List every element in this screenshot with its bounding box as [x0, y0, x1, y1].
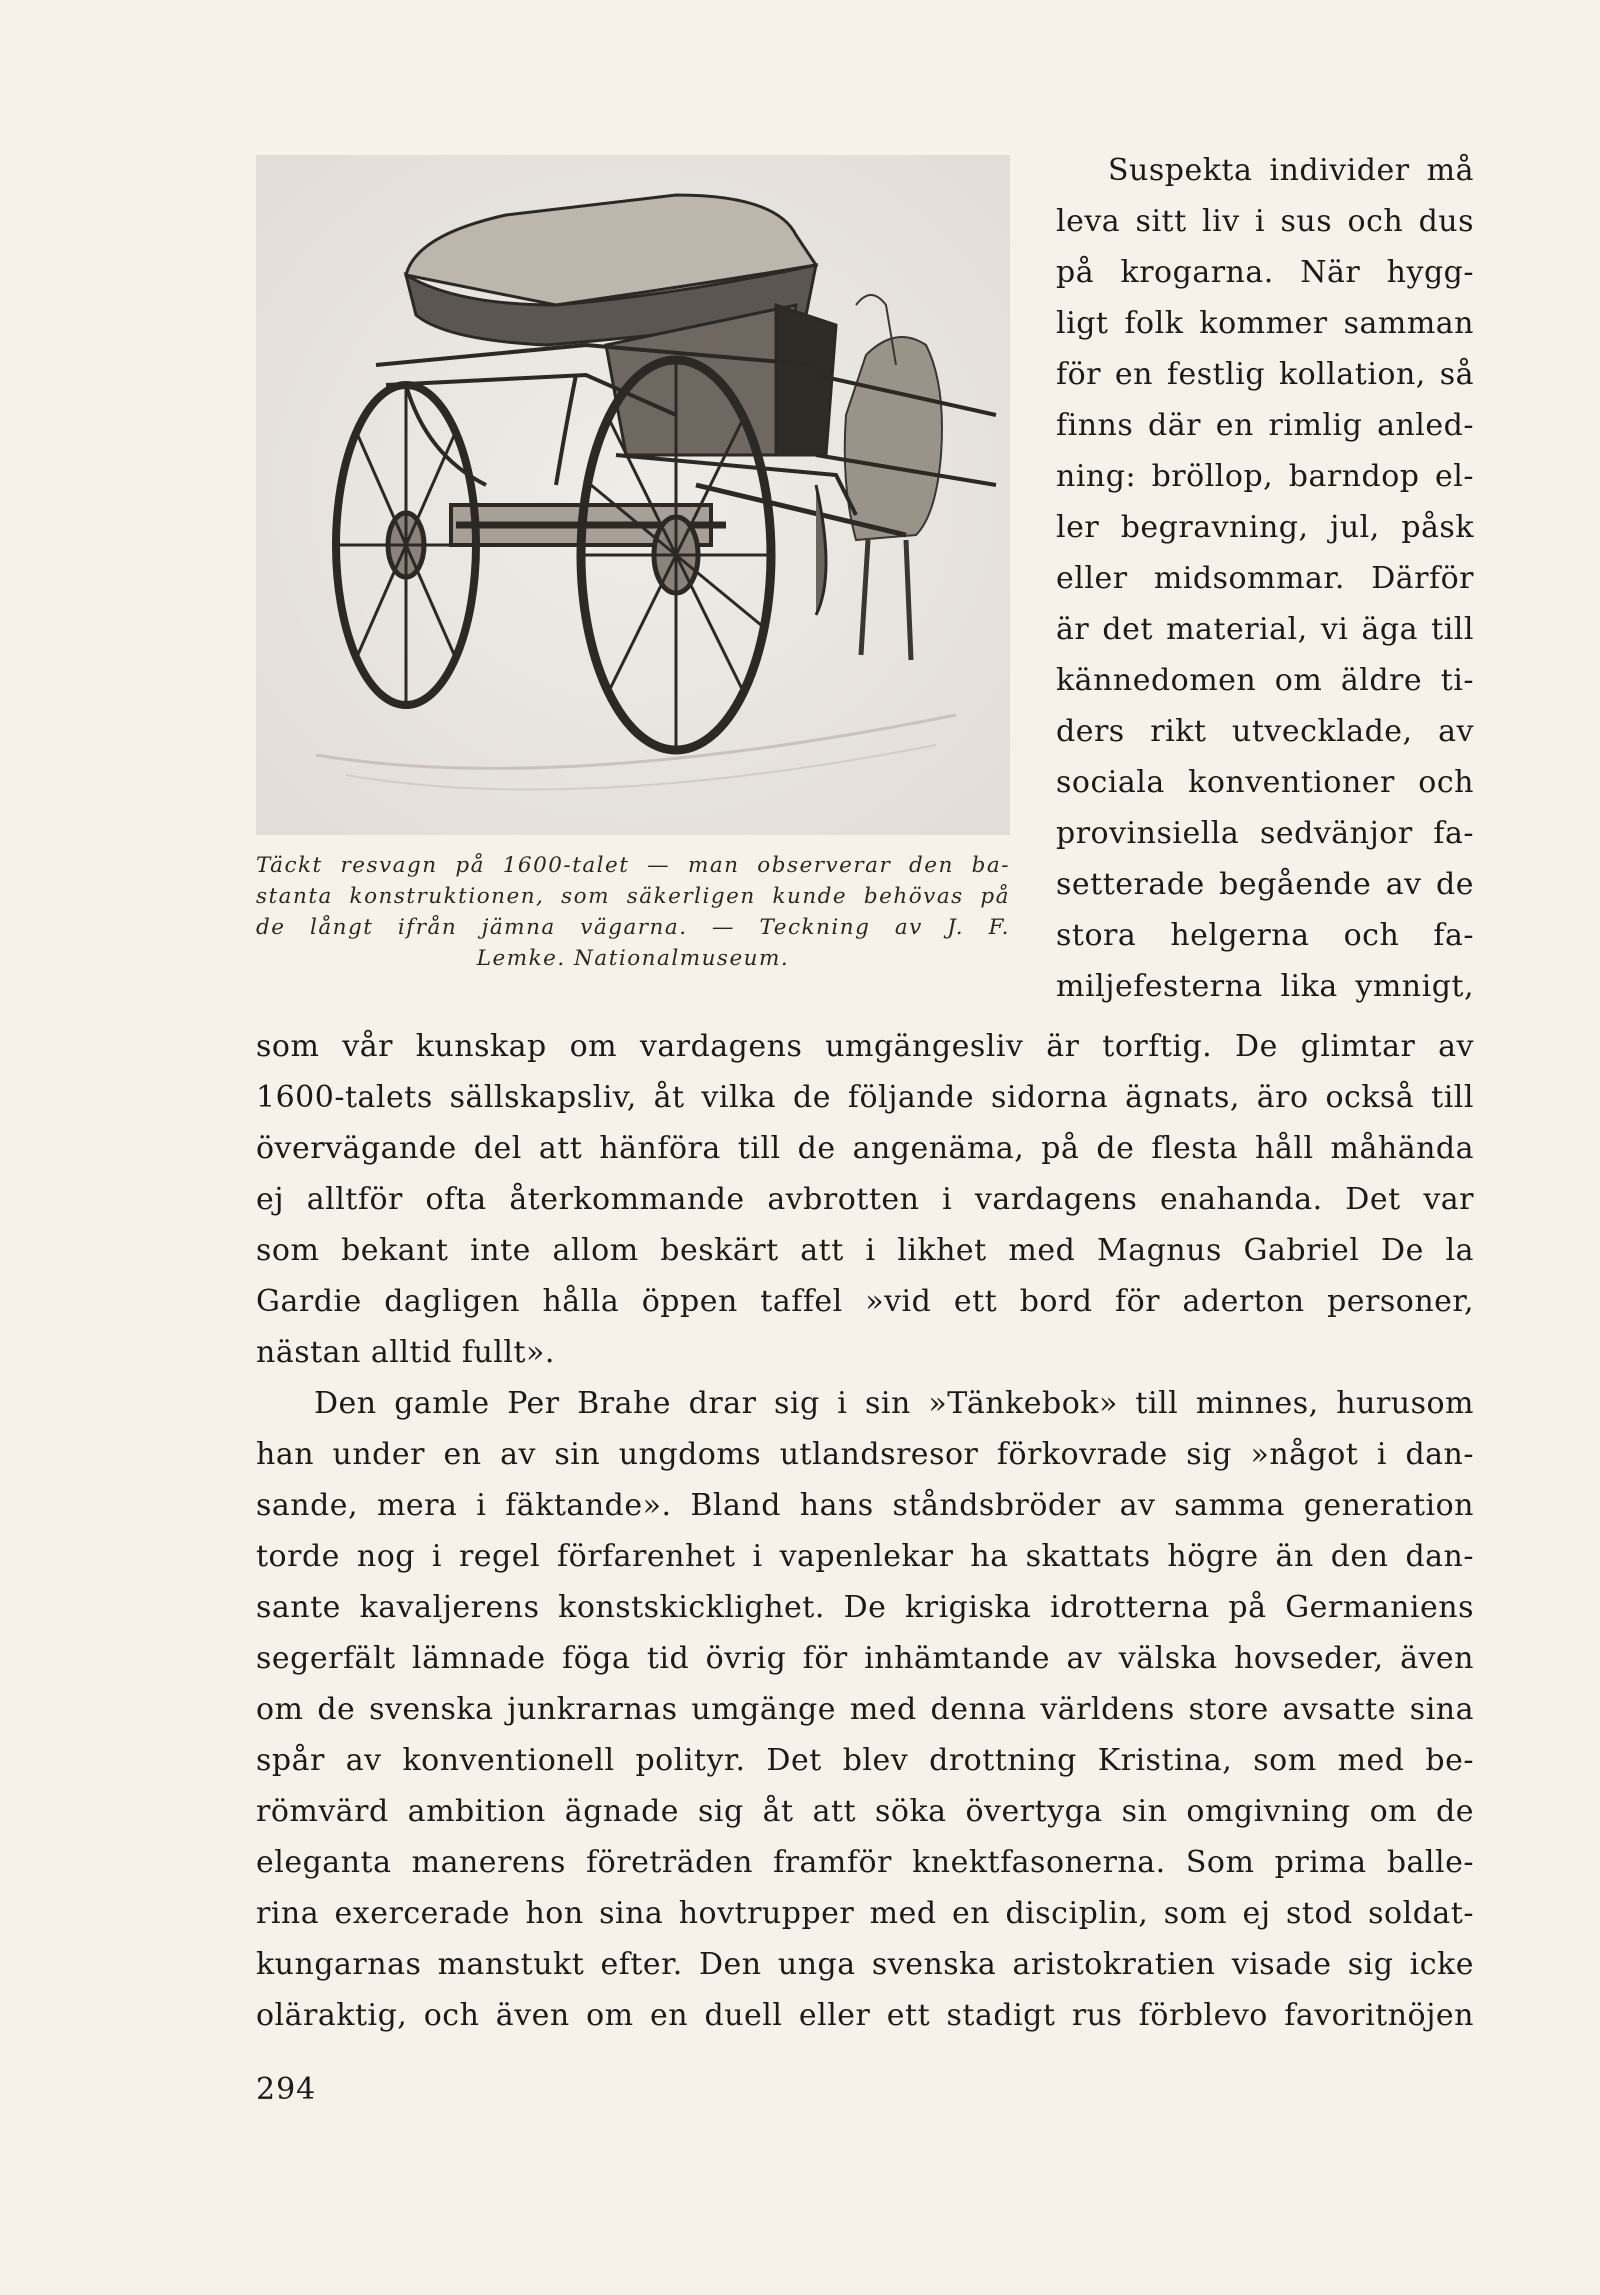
caption-line: stanta konstruktionen, som säkerligen kunde behövas på	[256, 884, 1010, 909]
text-line: ej alltför ofta återkommande avbrotten i vardagens enahanda. Det var	[256, 1182, 1474, 1217]
caption-line: Täckt resvagn på 1600-talet — man observerar den ba-	[256, 853, 1010, 878]
text-line: rina exercerade hon sina hovtrupper med en disciplin, som ej stod soldat-	[256, 1896, 1474, 1931]
main-body-text	[256, 1021, 1474, 2041]
text-line: om de svenska junkrarnas umgänge med denna världens store avsatte sina	[256, 1692, 1474, 1727]
carriage-illustration	[256, 155, 1010, 835]
text-line: på krogarna. När hygg-	[1056, 255, 1474, 290]
text-line: sande, mera i fäktande». Bland hans ståndsbröder av samma generation	[256, 1488, 1474, 1523]
text-line: torde nog i regel förfarenhet i vapenlekar ha skattats högre än den dan-	[256, 1539, 1474, 1574]
figure-caption	[256, 850, 1010, 974]
text-line: miljefesterna lika ymnigt,	[1056, 969, 1474, 1004]
text-line: Den gamle Per Brahe drar sig i sin »Tänkebok» till minnes, hurusom	[314, 1386, 1474, 1421]
text-line: setterade begående av de	[1056, 867, 1474, 902]
text-line: sante kavaljerens konstskicklighet. De krigiska idrotterna på Germaniens	[256, 1590, 1474, 1625]
text-line: stora helgerna och fa-	[1056, 918, 1474, 953]
text-line: kungarnas manstukt efter. Den unga svenska aristokratien visade sig icke	[256, 1947, 1474, 1982]
text-line: som bekant inte allom beskärt att i likhet med Magnus Gabriel De la	[256, 1233, 1474, 1268]
text-line: sociala konventioner och	[1056, 765, 1474, 800]
text-line: finns där en rimlig anled-	[1056, 408, 1474, 443]
text-line: Gardie dagligen hålla öppen taffel »vid ett bord för aderton personer,	[256, 1284, 1474, 1319]
page-number: 294	[256, 2072, 317, 2107]
caption-line: Lemke. Nationalmuseum.	[476, 946, 790, 971]
text-line: han under en av sin ungdoms utlandsresor förkovrade sig »något i dan-	[256, 1437, 1474, 1472]
text-line: leva sitt liv i sus och dus	[1056, 204, 1474, 239]
text-line: segerfält lämnade föga tid övrig för inhämtande av välska hovseder, även	[256, 1641, 1474, 1676]
text-line: oläraktig, och även om en duell eller ett stadigt rus förblevo favoritnöjen	[256, 1998, 1474, 2033]
text-line: römvärd ambition ägnade sig åt att söka övertyga sin omgivning om de	[256, 1794, 1474, 1829]
text-line: kännedomen om äldre ti-	[1056, 663, 1474, 698]
text-line: är det material, vi äga till	[1056, 612, 1474, 647]
text-line: som vår kunskap om vardagens umgängesliv är torftig. De glimtar av	[256, 1029, 1474, 1064]
text-line: eleganta manerens företräden framför knektfasonerna. Som prima balle-	[256, 1845, 1474, 1880]
text-line: Suspekta individer må	[1108, 153, 1474, 188]
text-line: ligt folk kommer samman	[1056, 306, 1474, 341]
text-line: för en festlig kollation, så	[1056, 357, 1474, 392]
text-line: nästan alltid fullt».	[256, 1335, 555, 1370]
carriage-drawing-icon	[256, 155, 1010, 835]
text-line: spår av konventionell polityr. Det blev drottning Kristina, som med be-	[256, 1743, 1474, 1778]
text-line: eller midsommar. Därför	[1056, 561, 1474, 596]
text-line: ning: bröllop, barndop el-	[1056, 459, 1474, 494]
text-line: ders rikt utvecklade, av	[1056, 714, 1474, 749]
right-column-text	[1056, 145, 1474, 1012]
text-line: provinsiella sedvänjor fa-	[1056, 816, 1474, 851]
text-line: 1600-talets sällskapsliv, åt vilka de följande sidorna ägnats, äro också till	[256, 1080, 1474, 1115]
text-line: övervägande del att hänföra till de angenäma, på de flesta håll måhända	[256, 1131, 1474, 1166]
caption-line: de långt ifrån jämna vägarna. — Teckning av J. F.	[256, 915, 1010, 940]
text-line: ler begravning, jul, påsk	[1056, 510, 1474, 545]
